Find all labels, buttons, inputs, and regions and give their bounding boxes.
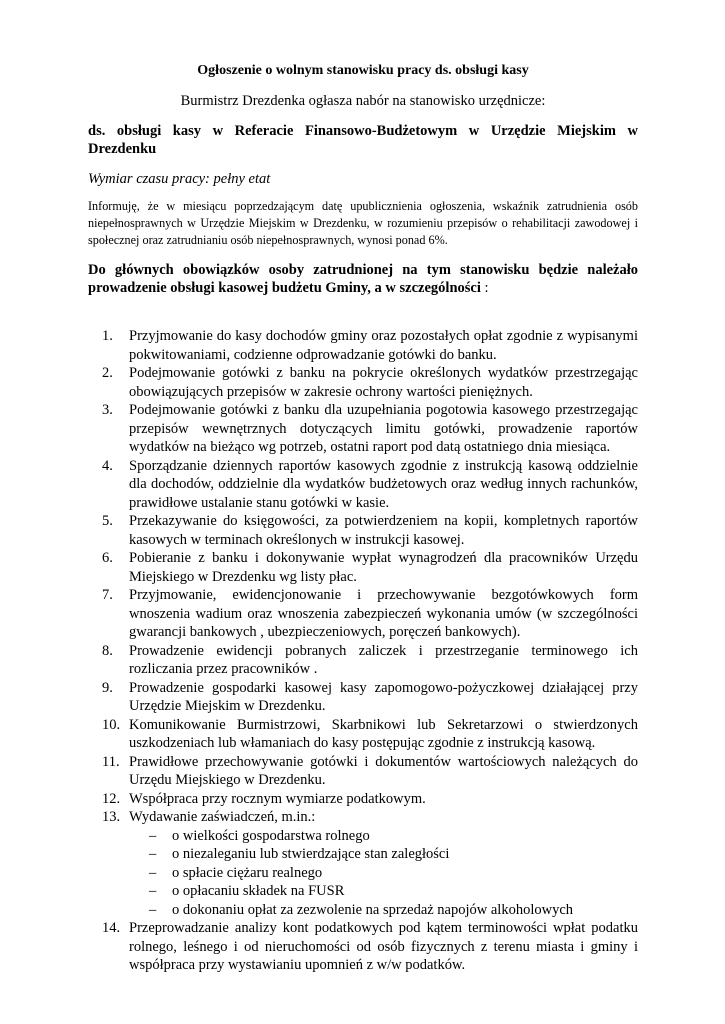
dash-marker: – xyxy=(149,827,157,844)
duty-number: 3. xyxy=(102,402,113,418)
duty-text: Komunikowanie Burmistrzowi, Skarbnikowi lub Sekretarzowi o stwierdzonych uszkodzeniach lub włamaniach do kasy postępując zgodnie z instrukcją kasową. xyxy=(129,716,638,751)
certificate-item xyxy=(129,845,638,864)
employment-info: Informuję, że w miesiącu poprzedzającym datę upublicznienia ogłoszenia, wskaźnik zatrudnienia osób niepełnosprawnych w Urzędzie Miejskim w Drezdenku, w rozumieniu przepisów o rehabilitacji zawodowej i społecznej oraz zatrudnianiu osób niepełnosprawnych, wynosi ponad 6%. xyxy=(88,199,638,247)
duty-item xyxy=(88,512,638,549)
duty-number: 5. xyxy=(102,513,113,529)
duty-text: Współpraca przy rocznym wymiarze podatkowym. xyxy=(129,790,426,807)
duty-text: Sporządzanie dziennych raportów kasowych zgodnie z instrukcją kasową oddzielnie dla dochodów, oddzielnie dla wydatków budżetowych oraz według innych rachunków, prawidłowe ustalanie stanu gotówki w kasie. xyxy=(129,457,638,511)
duty-item xyxy=(88,808,638,919)
document-page xyxy=(88,62,638,975)
duty-text: Przyjmowanie, ewidencjonowanie i przechowywanie bezgotówkowych form wnoszenia wadium oraz wnoszenia zabezpieczeń wykonania umów (w szczególności gwarancji bankowych , ubezpieczeniowych, poręczeń bankowych). xyxy=(129,587,638,640)
duty-number: 10. xyxy=(102,716,121,733)
duty-number: 2. xyxy=(102,365,113,381)
duty-number: 4. xyxy=(102,457,113,474)
certificate-text: o opłacaniu składek na FUSR xyxy=(172,883,345,899)
duty-text: Prowadzenie ewidencji pobranych zaliczek i przestrzeganie terminowego ich rozliczania przez pracowników . xyxy=(129,642,638,677)
duty-item xyxy=(88,753,638,790)
certificate-item xyxy=(129,901,638,920)
duty-text: Podejmowanie gotówki z banku dla uzupełniania pogotowia kasowego przestrzegając przepisów wewnętrznych dotyczących limitu gotówki, prowadzenie raportów wydatków na bieżąco wg potrzeb, ostatni raport pod datą ostatniego dnia miesiąca. xyxy=(129,402,638,455)
dash-marker: – xyxy=(149,883,157,899)
duty-number: 12. xyxy=(102,790,121,807)
duty-number: 8. xyxy=(102,642,113,659)
duty-text: Pobieranie z banku i dokonywanie wypłat wynagrodzeń dla pracowników Urzędu Miejskiego w Drezdenku wg listy płac. xyxy=(129,550,638,585)
duty-text: Wydawanie zaświadczeń, m.in.: xyxy=(129,809,316,825)
duty-text: Prowadzenie gospodarki kasowej kasy zapomogowo-pożyczkowej działającej przy Urzędzie Miejskim w Drezdenku. xyxy=(129,679,638,714)
duty-item xyxy=(88,919,638,975)
intro-text: Burmistrz Drezdenka ogłasza nabór na stanowisko urzędnicze: xyxy=(180,93,546,109)
dash-marker: – xyxy=(149,901,157,918)
certificate-sublist xyxy=(129,827,638,920)
certificate-text: o niezaleganiu lub stwierdzające stan zaległości xyxy=(172,846,450,862)
duty-item xyxy=(88,364,638,401)
duty-text: Przekazywanie do księgowości, za potwierdzeniem na kopii, kompletnych raportów kasowych w terminach określonych w instrukcji kasowej. xyxy=(129,513,638,548)
duty-text: Prawidłowe przechowywanie gotówki i dokumentów wartościowych należących do Urzędu Miejskiego w Drezdenku. xyxy=(129,753,638,788)
duty-text: Przeprowadzanie analizy kont podatkowych pod kątem terminowości wpłat podatku rolnego, leśnego i od nieruchomości od osób fizycznych z terenu miasta i gminy i współpraca przy wystawianiu upomnień z w/w podatków. xyxy=(129,920,638,973)
certificate-text: o spłacie ciężaru realnego xyxy=(172,864,323,881)
certificate-item xyxy=(129,882,638,901)
duty-item xyxy=(88,716,638,753)
duty-item xyxy=(88,549,638,586)
certificate-item xyxy=(129,864,638,883)
duty-number: 9. xyxy=(102,679,113,696)
duty-item xyxy=(88,401,638,457)
certificate-text: o wielkości gospodarstwa rolnego xyxy=(172,827,370,844)
duty-item xyxy=(88,790,638,809)
position-name: ds. obsługi kasy w Referacie Finansowo-Budżetowym w Urzędzie Miejskim w Drezdenku xyxy=(88,123,638,157)
duties-list xyxy=(88,327,638,975)
page-title: Ogłoszenie o wolnym stanowisku pracy ds. obsługi kasy xyxy=(197,63,529,78)
duty-item xyxy=(88,642,638,679)
duty-number: 13. xyxy=(102,809,121,825)
duty-item xyxy=(88,679,638,716)
duty-number: 7. xyxy=(102,587,113,603)
duty-number: 14. xyxy=(102,920,121,936)
dash-marker: – xyxy=(149,864,157,881)
certificate-item xyxy=(129,827,638,846)
duty-number: 11. xyxy=(102,753,120,770)
certificate-text: o dokonaniu opłat za zezwolenie na sprzedaż napojów alkoholowych xyxy=(172,901,574,918)
duty-item xyxy=(88,457,638,513)
duties-heading xyxy=(88,261,638,297)
duty-item xyxy=(88,327,638,364)
dash-marker: – xyxy=(149,846,157,862)
duty-item xyxy=(88,586,638,642)
duties-heading-colon: : xyxy=(484,280,489,296)
duty-text: Przyjmowanie do kasy dochodów gminy oraz pozostałych opłat zgodnie z wypisanymi pokwitowaniami, codzienne odprowadzanie gotówki do banku. xyxy=(129,328,638,363)
duties-heading-text: Do głównych obowiązków osoby zatrudnionej na tym stanowisku będzie należało prowadzenie obsługi kasowej budżetu Gminy, a w szczególności xyxy=(88,262,638,296)
duty-text: Podejmowanie gotówki z banku na pokrycie określonych wydatków przestrzegając obowiązujących przepisów w zakresie ochrony wartości pieniężnych. xyxy=(129,365,638,400)
duty-number: 6. xyxy=(102,550,113,566)
duty-number: 1. xyxy=(102,328,113,344)
working-time: Wymiar czasu pracy: pełny etat xyxy=(88,171,271,187)
